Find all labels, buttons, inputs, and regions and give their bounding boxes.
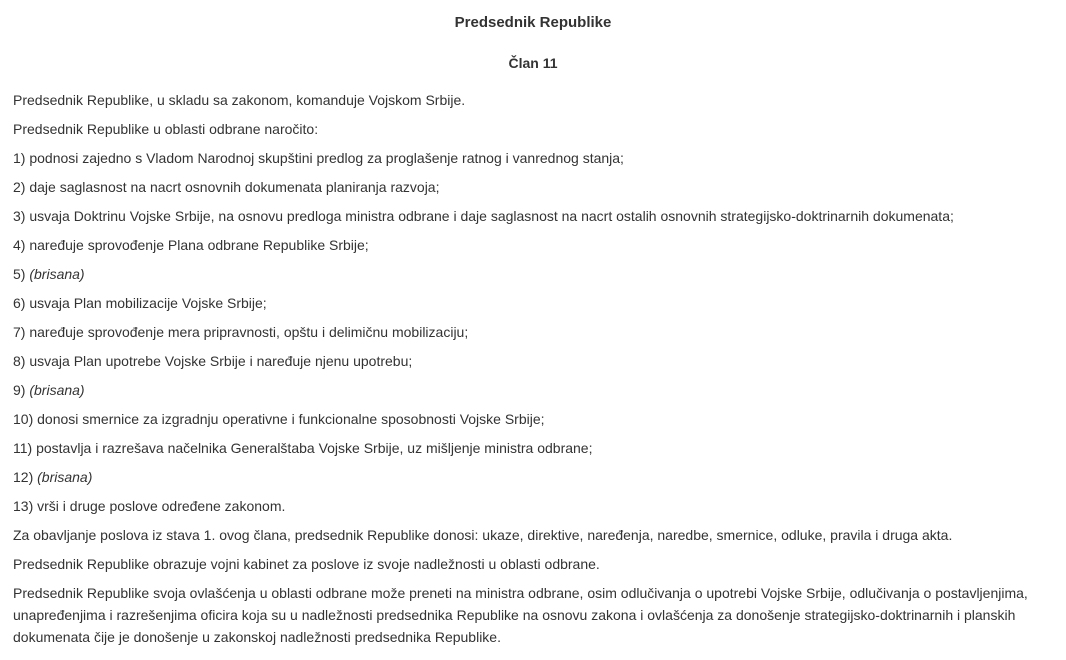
item-number: 9) xyxy=(13,382,30,398)
page-title: Predsednik Republike xyxy=(454,14,612,31)
paragraph: Predsednik Republike obrazuje vojni kabinet za poslove iz svoje nadležnosti u oblasti odbrane. xyxy=(13,556,600,572)
paragraph-deleted-item xyxy=(13,466,1053,488)
deleted-marker: (brisana) xyxy=(29,266,85,282)
paragraph-deleted-item xyxy=(13,263,1053,285)
paragraph: 4) naređuje sprovođenje Plana odbrane Republike Srbije; xyxy=(13,237,369,253)
paragraph: 7) naređuje sprovođenje mera pripravnosti, opštu i delimičnu mobilizaciju; xyxy=(13,324,469,340)
article-body xyxy=(13,89,1053,648)
deleted-marker: (brisana) xyxy=(29,382,85,398)
paragraph: 3) usvaja Doktrinu Vojske Srbije, na osnovu predloga ministra odbrane i daje saglasnost na nacrt ostalih osnovnih strategijsko-doktrinarnih dokumenata; xyxy=(13,208,954,224)
paragraph: Predsednik Republike svoja ovlašćenja u oblasti odbrane može preneti na ministra odbrane, osim odlučivanja o upotrebi Vojske Srbije, odlučivanja o postavljenjima, unapređenjima i razrešenjima oficira koja su u nadležnosti predsednika Republike na osnovu zakona i ovlašćenja za donošenje strategijsko-doktrinarnih i planskih dokumenata čije je donošenje u zakonskoj nadležnosti predsednika Republike. xyxy=(13,585,1028,645)
item-number: 5) xyxy=(13,266,30,282)
paragraph: 13) vrši i druge poslove određene zakonom. xyxy=(13,498,286,514)
paragraph: 2) daje saglasnost na nacrt osnovnih dokumenata planiranja razvoja; xyxy=(13,179,440,195)
paragraph: 11) postavlja i razrešava načelnika Generalštaba Vojske Srbije, uz mišljenje ministra odbrane; xyxy=(13,440,593,456)
paragraph: Predsednik Republike u oblasti odbrane naročito: xyxy=(13,121,319,137)
paragraph-deleted-item xyxy=(13,379,1053,401)
paragraph: 8) usvaja Plan upotrebe Vojske Srbije i naređuje njenu upotrebu; xyxy=(13,353,413,369)
paragraph: 6) usvaja Plan mobilizacije Vojske Srbije; xyxy=(13,295,267,311)
item-number: 12) xyxy=(13,469,38,485)
paragraph: 10) donosi smernice za izgradnju operativne i funkcionalne sposobnosti Vojske Srbije; xyxy=(13,411,545,427)
paragraph: Za obavljanje poslova iz stava 1. ovog člana, predsednik Republike donosi: ukaze, direktive, naređenja, naredbe, smernice, odluke, pravila i druga akta. xyxy=(13,527,953,543)
paragraph: 1) podnosi zajedno s Vladom Narodnoj skupštini predlog za proglašenje ratnog i vanrednog stanja; xyxy=(13,150,624,166)
article-number-heading: Član 11 xyxy=(508,55,558,71)
deleted-marker: (brisana) xyxy=(37,469,93,485)
paragraph: Predsednik Republike, u skladu sa zakonom, komanduje Vojskom Srbije. xyxy=(13,92,466,108)
